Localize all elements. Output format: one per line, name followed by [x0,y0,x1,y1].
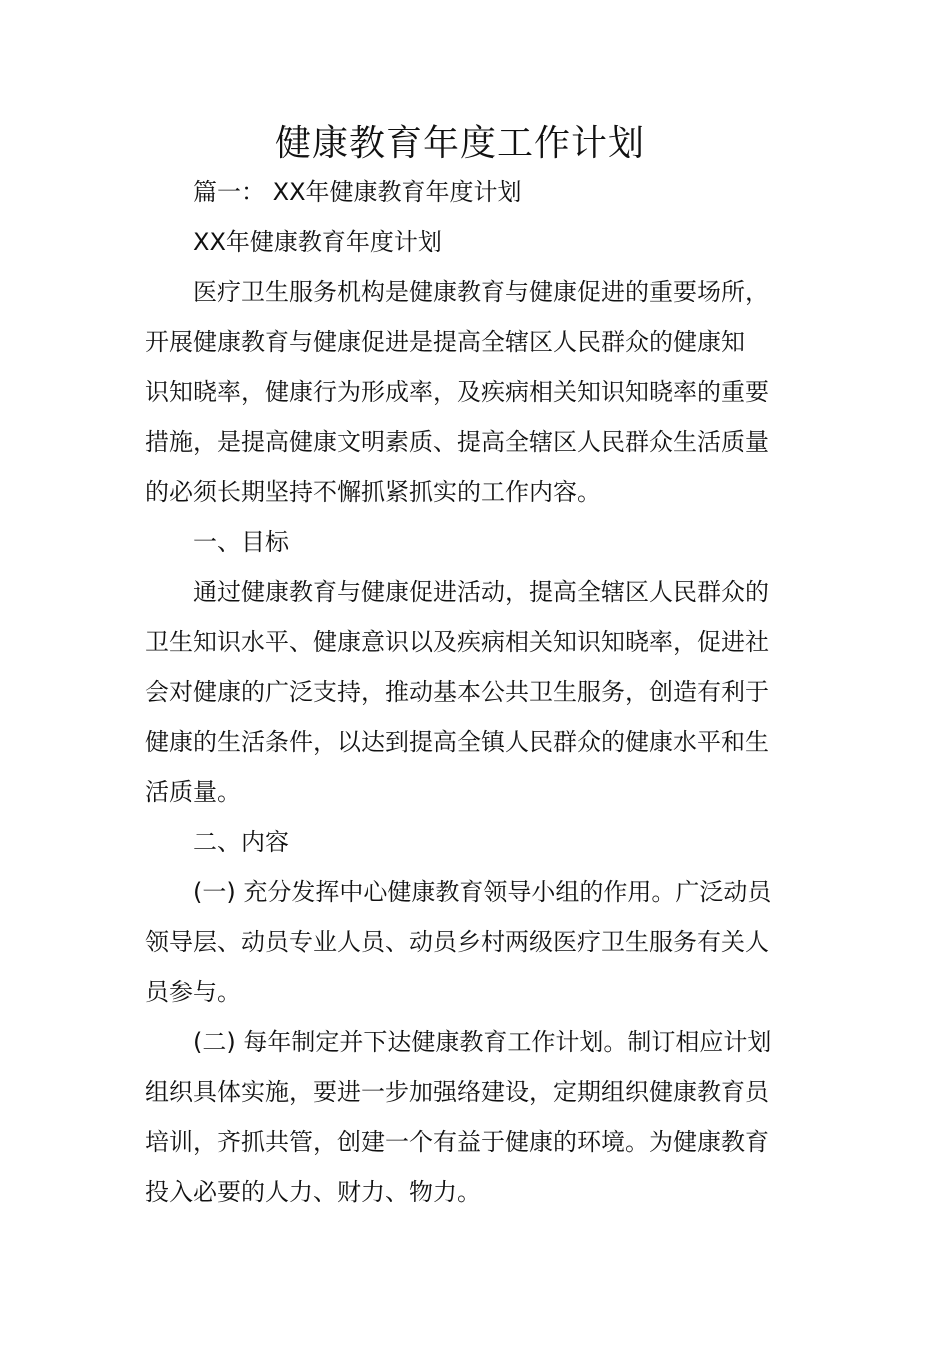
paragraph-line: 措施，是提高健康文明素质、提高全辖区人民群众生活质量 [145,428,769,456]
paragraph-line: 会对健康的广泛支持，推动基本公共卫生服务，创造有利于 [145,678,769,706]
paragraph-line: 领导层、动员专业人员、动员乡村两级医疗卫生服务有关人 [145,928,769,956]
paragraph-line: 卫生知识水平、健康意识以及疾病相关知识知晓率，促进社 [145,628,769,656]
subtitle-line: XX年健康教育年度计划 [193,228,442,256]
paragraph-line: (一) 充分发挥中心健康教育领导小组的作用。广泛动员 [193,878,772,906]
paragraph-line: 医疗卫生服务机构是健康教育与健康促进的重要场所， [193,278,769,306]
section-heading-goal: 一、目标 [193,528,289,556]
paragraph-line: 的必须长期坚持不懈抓紧抓实的工作内容。 [145,478,601,506]
paragraph-line: 通过健康教育与健康促进活动，提高全辖区人民群众的 [193,578,769,606]
paragraph-line: 组织具体实施，要进一步加强络建设，定期组织健康教育员 [145,1078,769,1106]
paragraph-line: 员参与。 [145,978,241,1006]
paragraph-line: 活质量。 [145,778,241,806]
section-heading-part-one: 篇一： XX年健康教育年度计划 [193,178,522,206]
paragraph-line: (二) 每年制定并下达健康教育工作计划。制订相应计划 [193,1028,772,1056]
paragraph-line: 培训，齐抓共管，创建一个有益于健康的环境。为健康教育 [145,1128,769,1156]
paragraph-line: 开展健康教育与健康促进是提高全辖区人民群众的健康知 [145,328,745,356]
document-title: 健康教育年度工作计划 [274,123,645,164]
section-heading-content: 二、内容 [193,828,289,856]
paragraph-line: 健康的生活条件，以达到提高全镇人民群众的健康水平和生 [145,728,769,756]
paragraph-line: 识知晓率，健康行为形成率，及疾病相关知识知晓率的重要 [145,378,769,406]
paragraph-line: 投入必要的人力、财力、物力。 [145,1178,481,1206]
